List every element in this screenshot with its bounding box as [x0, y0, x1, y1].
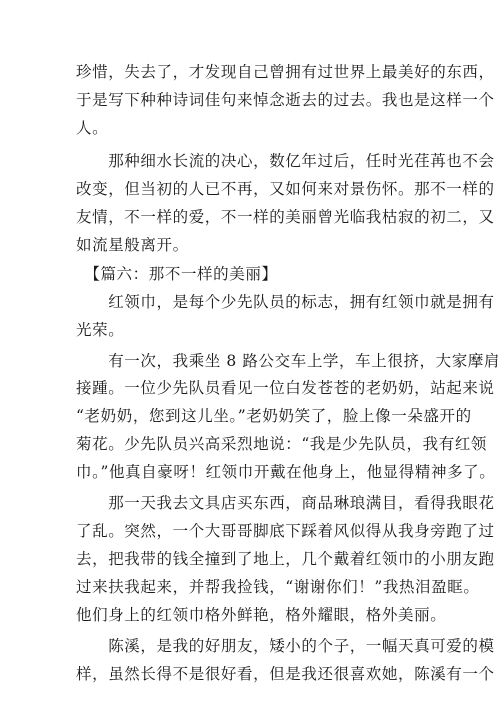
- text-line: 光荣。: [76, 321, 125, 339]
- text-line: 了乱。突然，一个大哥哥脚底下踩着风似得从我身旁跑了过: [76, 522, 495, 540]
- text-line: 那种细水长流的决心，数亿年过后，任时光荏苒也不会: [76, 152, 495, 170]
- text-line: 珍惜，失去了，才发现自己曾拥有过世界上最美好的东西，: [76, 63, 495, 81]
- text-line: 陈溪，是我的好朋友，矮小的个子，一幅天真可爱的模: [76, 637, 495, 655]
- text-line: 那一天我去文具店买东西，商品琳琅满目，看得我眼花: [76, 494, 495, 512]
- text-line: 友情，不一样的爱，不一样的美丽曾光临我枯寂的初二，又: [76, 208, 495, 226]
- text-line: 过来扶我起来，并帮我捡钱，“谢谢你们！”我热泪盈眶。: [76, 578, 480, 596]
- text-line: “老奶奶，您到这儿坐。”老奶奶笑了，脸上像一朵盛开的: [76, 407, 472, 425]
- text-line: 有一次，我乘坐 8 路公交车上学，车上很挤，大家摩肩: [76, 352, 500, 370]
- section-heading: 【篇六：那不一样的美丽】: [76, 265, 278, 283]
- text-line: 接踵。一位少先队员看见一位白发苍苍的老奶奶，站起来说: [76, 379, 495, 397]
- text-line: 巾。”他真自豪呀！红领巾开戴在他身上，他显得精神多了。: [76, 463, 496, 481]
- text-line: 改变，但当初的人已不再，又如何来对景伤怀。那不一样的: [76, 180, 495, 198]
- text-line: 去，把我带的钱全撞到了地上，几个戴着红领巾的小朋友跑: [76, 550, 495, 568]
- text-line: 菊花。少先队员兴高采烈地说：“我是少先队员，我有红领: [76, 435, 488, 453]
- text-line: 人。: [76, 119, 109, 137]
- text-line: 于是写下种种诗词佳句来悼念逝去的过去。我也是这样一个: [76, 91, 495, 109]
- text-line: 如流星般离开。: [76, 236, 189, 254]
- text-line: 他们身上的红领巾格外鲜艳，格外耀眼，格外美丽。: [76, 606, 447, 624]
- text-line: 样，虽然长得不是很好看，但是我还很喜欢她，陈溪有一个: [76, 665, 495, 683]
- text-line: 红领巾，是每个少先队员的标志，拥有红领巾就是拥有: [76, 293, 495, 311]
